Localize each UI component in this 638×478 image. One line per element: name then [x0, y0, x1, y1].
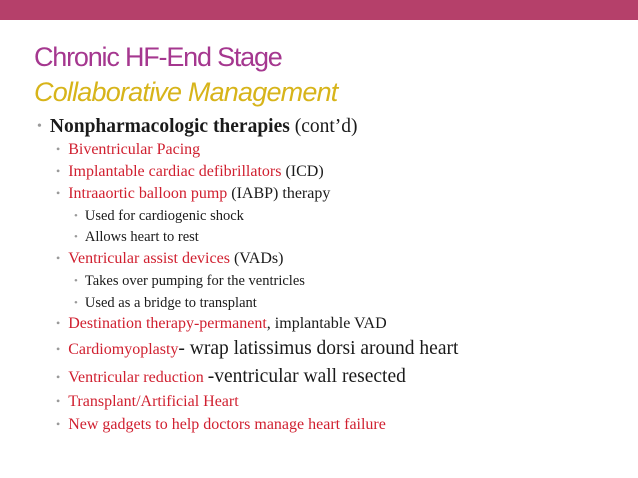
sub-bullet-takes-over-pumping	[74, 273, 305, 290]
item-text: Used for cardiogenic shock	[84, 208, 244, 224]
sub-bullet-heart-rest	[74, 229, 199, 246]
item-label: Intraaortic balloon pump	[68, 185, 228, 202]
bullet-dot-icon: •	[56, 394, 61, 408]
bullet-dot-icon: •	[56, 186, 61, 200]
item-suffix: - wrap latissimus dorsi around heart	[178, 338, 459, 359]
bullet-vad	[56, 250, 283, 268]
main-point-suffix: (cont’d)	[289, 116, 358, 137]
top-accent-bar	[0, 0, 638, 20]
bullet-main-nonpharmacologic	[37, 116, 358, 138]
bullet-iabp	[56, 185, 330, 203]
item-label: Cardiomyoplasty	[68, 341, 179, 358]
sub-bullet-bridge-to-transplant	[74, 295, 257, 312]
item-suffix: (ICD)	[281, 163, 324, 180]
bullet-transplant	[56, 393, 239, 411]
sub-bullet-cardiogenic-shock	[74, 208, 244, 225]
bullet-dot-icon: •	[56, 417, 61, 431]
item-suffix: , implantable VAD	[266, 315, 387, 332]
main-point-label: Nonpharmacologic therapies	[49, 116, 290, 137]
item-label: Transplant/Artificial Heart	[68, 393, 239, 410]
bullet-ventricular-reduction	[56, 366, 406, 388]
bullet-new-gadgets	[56, 416, 386, 434]
bullet-dot-icon: •	[74, 231, 78, 243]
bullet-destination-therapy	[56, 315, 387, 333]
bullet-dot-icon: •	[56, 342, 61, 356]
bullet-biventricular-pacing	[56, 141, 200, 159]
item-label: Biventricular Pacing	[68, 141, 201, 158]
item-suffix: (VADs)	[229, 250, 284, 267]
item-suffix: -ventricular wall resected	[207, 366, 406, 387]
bullet-dot-icon: •	[56, 142, 61, 156]
item-text: Takes over pumping for the ventricles	[84, 273, 305, 289]
slide-subtitle: Collaborative Management	[34, 77, 338, 107]
item-label: Ventricular reduction	[68, 369, 208, 386]
bullet-cardiomyoplasty	[56, 338, 458, 360]
bullet-icd	[56, 163, 324, 181]
bullet-dot-icon: •	[37, 119, 42, 134]
item-label: Implantable cardiac defibrillators	[68, 163, 282, 180]
bullet-dot-icon: •	[74, 210, 78, 222]
bullet-dot-icon: •	[56, 316, 61, 330]
item-text: Used as a bridge to transplant	[84, 295, 257, 311]
item-label: New gadgets to help doctors manage heart failure	[68, 416, 386, 433]
item-suffix: (IABP) therapy	[227, 185, 331, 202]
item-label: Destination therapy-permanent	[68, 315, 267, 332]
bullet-dot-icon: •	[56, 251, 61, 265]
bullet-dot-icon: •	[56, 164, 61, 178]
bullet-dot-icon: •	[74, 297, 78, 309]
bullet-dot-icon: •	[74, 275, 78, 287]
slide-title: Chronic HF-End Stage	[34, 42, 282, 72]
bullet-dot-icon: •	[56, 370, 61, 384]
item-text: Allows heart to rest	[84, 229, 199, 245]
item-label: Ventricular assist devices	[68, 250, 230, 267]
